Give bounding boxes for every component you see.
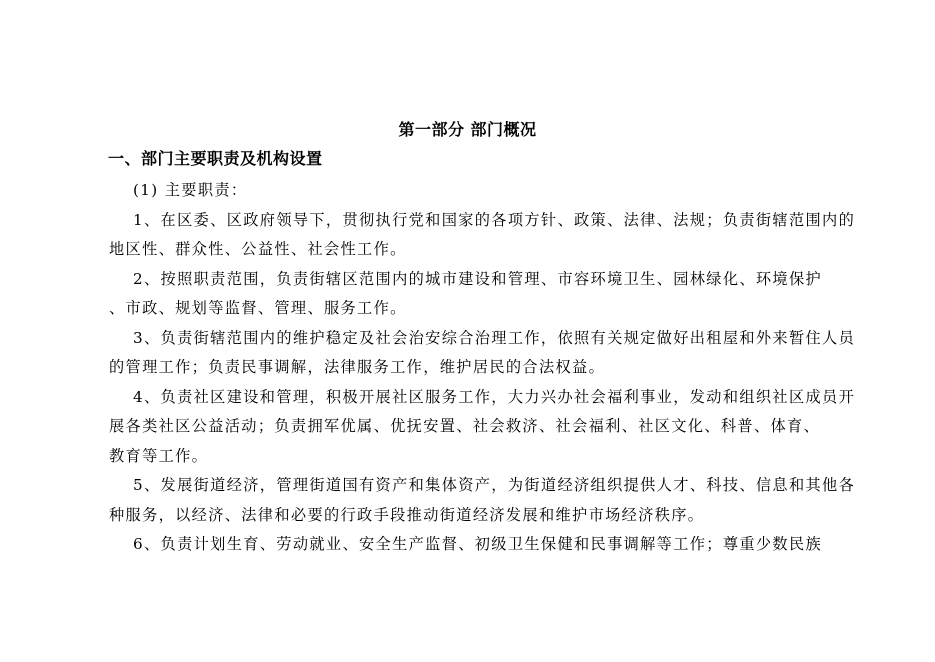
paragraph-line: 6、负责计划生育、劳动就业、安全生产监督、初级卫生保健和民事调解等工作；尊重少数民族	[133, 535, 823, 553]
paragraph-line: 展各类社区公益活动；负责拥军优属、优抚安置、社会救济、社会福利、社区文化、科普、体育、	[109, 417, 821, 435]
paragraph-6	[83, 530, 851, 560]
paragraph-line: 5、发展街道经济，管理街道国有资产和集体资产，为街道经济组织提供人才、科技、信息和其他各	[133, 476, 856, 494]
page-title: 第一部分 部门概况	[398, 120, 537, 139]
subheading-text: (1) 主要职责：	[133, 181, 248, 199]
paragraph-line: 4、负责社区建设和管理，积极开展社区服务工作，大力兴办社会福利事业，发动和组织社区成员开	[133, 387, 856, 406]
paragraph-line: 教育等工作。	[109, 446, 209, 465]
paragraph-line: 种服务，以经济、法律和必要的行政手段推动街道经济发展和维护市场经济秩序。	[109, 505, 705, 524]
paragraph-line: 3、负责街辖范围内的维护稳定及社会治安综合治理工作，依照有关规定做好出租屋和外来暂住人员	[133, 328, 856, 347]
paragraph-2	[83, 265, 851, 324]
paragraph-line: 、市政、规划等监督、管理、服务工作。	[109, 299, 407, 317]
paragraph-line: 1、在区委、区政府领导下，贯彻执行党和国家的各项方针、政策、法律、法规；负责街辖范围内的	[133, 210, 856, 229]
paragraph-1	[83, 206, 856, 265]
paragraph-line: 地区性、群众性、公益性、社会性工作。	[109, 240, 407, 258]
subheading	[83, 176, 851, 206]
document-body	[83, 176, 856, 560]
paragraph-line: 的管理工作；负责民事调解，法律服务工作，维护居民的合法权益。	[109, 358, 606, 376]
paragraph-3	[83, 324, 856, 383]
paragraph-5	[83, 471, 856, 530]
section-heading: 一、部门主要职责及机构设置	[108, 149, 323, 168]
paragraph-4	[83, 383, 856, 472]
paragraph-line: 2、按照职责范围，负责街辖区范围内的城市建设和管理、市容环境卫生、园林绿化、环境保护	[133, 269, 823, 288]
